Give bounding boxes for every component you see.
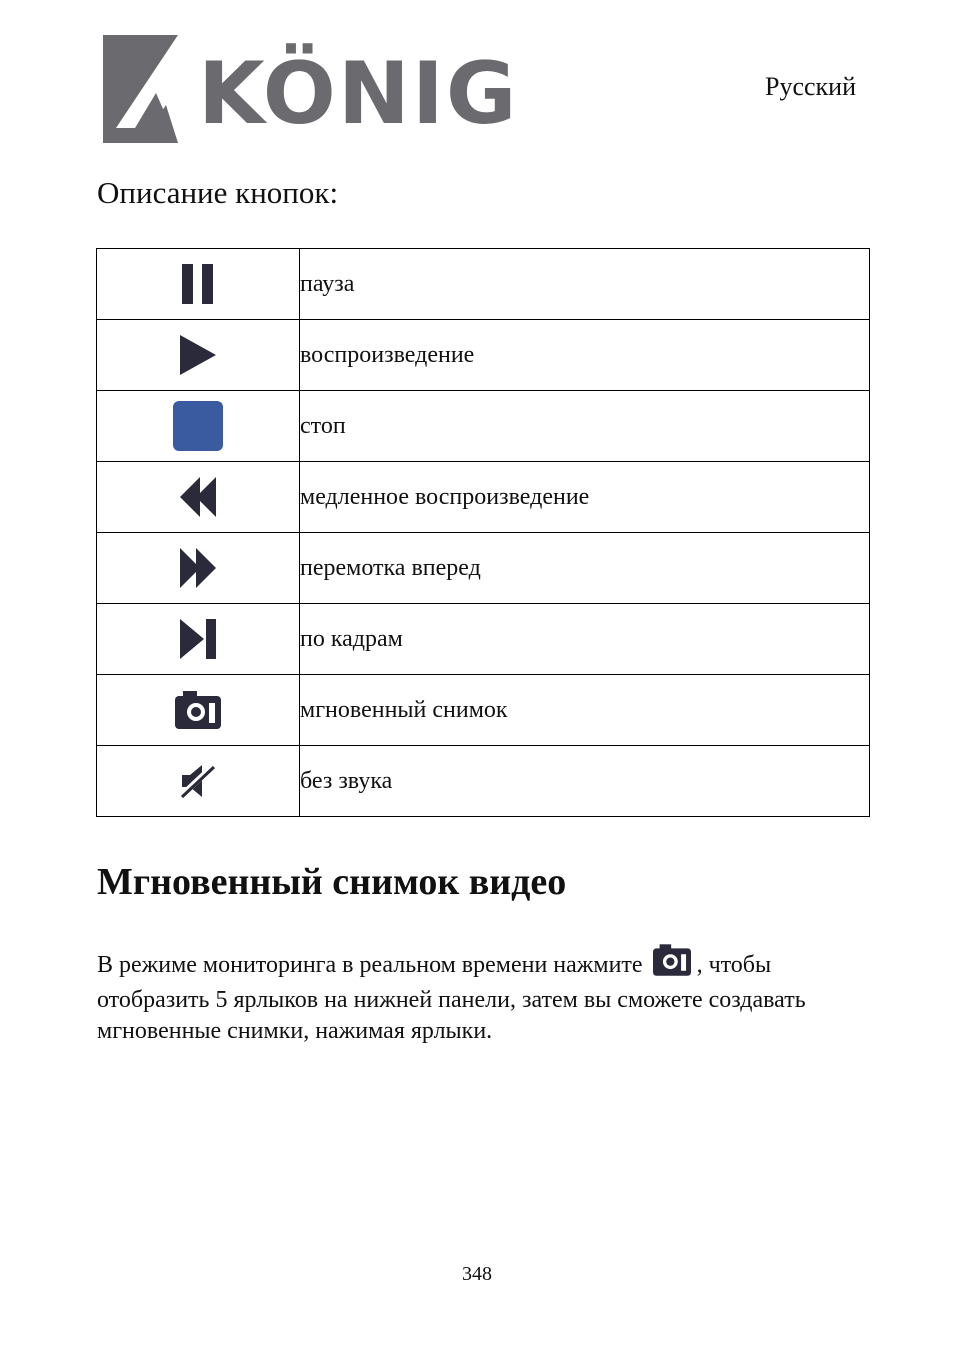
- button-description: перемотка вперед: [300, 533, 870, 604]
- svg-text:KÖNIG: KÖNIG: [198, 44, 518, 144]
- table-row: [97, 320, 870, 391]
- button-description: пауза: [300, 249, 870, 320]
- fast-forward-icon: [180, 548, 216, 588]
- konig-logo: [98, 33, 518, 145]
- instructions-text-start: В режиме мониторинга в реальном времени нажмите: [97, 952, 643, 978]
- frame-step-icon: [180, 619, 216, 659]
- table-row: [97, 675, 870, 746]
- pause-icon: [182, 264, 214, 304]
- snapshot-instructions: [97, 944, 817, 1047]
- camera-icon: [175, 691, 221, 729]
- section-title: Описание кнопок:: [97, 175, 339, 210]
- mute-icon: [180, 763, 216, 799]
- table-row: [97, 391, 870, 462]
- table-row: [97, 604, 870, 675]
- button-description: без звука: [300, 746, 870, 817]
- table-row: [97, 249, 870, 320]
- button-description: стоп: [300, 391, 870, 462]
- table-row: [97, 462, 870, 533]
- button-description: мгновенный снимок: [300, 675, 870, 746]
- play-icon: [180, 335, 216, 375]
- camera-icon: [653, 944, 691, 985]
- snapshot-section-title: Мгновенный снимок видео: [97, 861, 567, 903]
- button-description: по кадрам: [300, 604, 870, 675]
- page-number: 348: [462, 1263, 492, 1285]
- instructions-text-end: , чтобы отобразить 5 ярлыков на нижней панели, затем вы сможете создавать мгновенные снимки, нажимая ярлыки.: [97, 952, 806, 1044]
- slow-play-icon: [180, 477, 216, 517]
- table-row: [97, 533, 870, 604]
- button-description: воспроизведение: [300, 320, 870, 391]
- stop-icon: [173, 401, 223, 451]
- table-row: [97, 746, 870, 817]
- button-description: медленное воспроизведение: [300, 462, 870, 533]
- language-label: Русский: [765, 72, 856, 101]
- buttons-table: [96, 248, 870, 817]
